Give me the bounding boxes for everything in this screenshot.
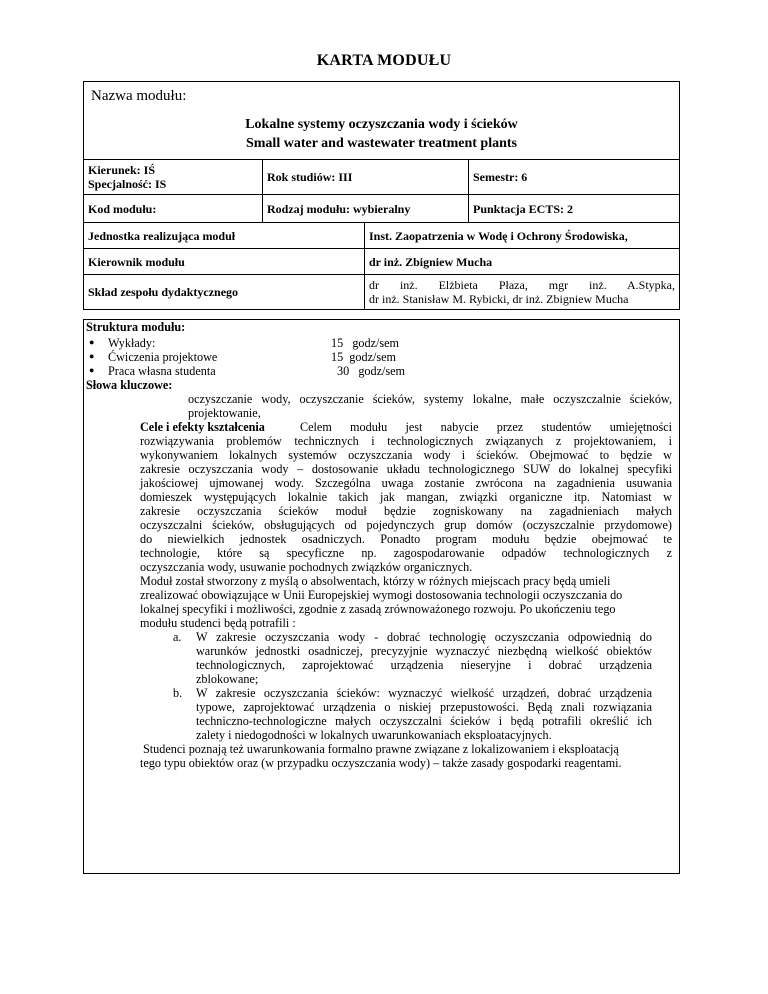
goals-line: zakresie oczyszczania wody – dostosowanie układu technologicznego SUW do lokalnej specyfiki — [140, 462, 672, 476]
goals-line: Moduł został stworzony z myślą o absolwentach, którzy w różnych miejscach pracy będą umieli — [140, 574, 611, 588]
structure-label: Struktura modułu: — [86, 320, 186, 334]
goals-item-a-line: warunków jednostki osadniczej, precyzyjnie wyznaczyć niezbędną wielkość obiektów — [196, 644, 652, 658]
goals-line: zrealizować obowiązujące w Unii Europejskiej wymogi dostosowania technologii oczyszczania do — [140, 588, 623, 602]
unit-label: Jednostka realizująca moduł — [84, 223, 365, 249]
goals-item-a-line: zblokowane; — [196, 672, 259, 686]
structure-item-self-study-hours: 30 godz/sem — [337, 364, 406, 378]
teaching-team-line-1: dr inż. Elżbieta Płaza, mgr inż. A.Stypka, — [369, 278, 675, 292]
goals-line: jakościowej ujmowanej wody. Szczególna uwaga zostanie zwrócona na zagadnienia usuwania — [140, 476, 672, 490]
goals-item-a-line: technologicznych, zaprojektować urządzenia nieseryjne i dobrać urządzenia — [196, 658, 652, 672]
module-staff-table — [83, 222, 680, 310]
keywords-label: Słowa kluczowe: — [86, 378, 173, 392]
goals-line: rozwiązywania problemów technicznych i technologicznych związanych z projektowaniem, i — [140, 434, 672, 448]
module-name-en: Small water and wastewater treatment plants — [245, 136, 518, 151]
goals-line: Celem modułu jest nabycie przez studentów umiejętności — [300, 420, 672, 434]
coordinator-label: Kierownik modułu — [84, 249, 365, 275]
goals-line: zakresie oczyszczania ścieków moduł będzie zogniskowany na zagadnieniach małych — [140, 504, 672, 518]
field-semester: Semestr: 6 — [469, 160, 680, 195]
document-title: KARTA MODUŁU — [316, 52, 452, 69]
goals-item-b-marker: b. — [173, 686, 183, 700]
goals-item-b-line: zalety i niedogodności w lokalnych uwarunkowaniach eksploatacyjnych. — [196, 728, 552, 742]
bullet-icon: ● — [89, 365, 95, 375]
goals-item-a-marker: a. — [173, 630, 182, 644]
goals-line: technologie, które są specyficzne np. zagospodarowanie odpadów technologicznych z — [140, 546, 672, 560]
field-program-specialization — [84, 160, 263, 195]
goals-label: Cele i efekty kształcenia — [140, 420, 265, 434]
keywords-line-1: oczyszczanie wody, oczyszczanie ścieków, systemy lokalne, małe oczyszczalnie ścieków, — [188, 392, 672, 406]
structure-item-projects: Ćwiczenia projektowe — [108, 350, 218, 364]
field-year: Rok studiów: III — [263, 160, 469, 195]
goals-item-a-line: W zakresie oczyszczania wody - dobrać technologię oczyszczania odpowiednią do — [196, 630, 652, 644]
goals-line: lokalnej specyfiki i możliwości, zgodnie z zasadą zrównoważonego rozwoju. Po ukończeniu tego — [140, 602, 616, 616]
goals-line: wykonywaniem lokalnych systemów oczyszczania wody i ścieków. Obejmować to będzie w — [140, 448, 672, 462]
module-name-pl: Lokalne systemy oczyszczania wody i ścieków — [245, 117, 518, 132]
field-specialization: Specjalność: IS — [88, 177, 167, 191]
module-name-label: Nazwa modułu: — [91, 88, 187, 104]
goals-closing-line: Studenci poznają też uwarunkowania formalno prawne związane z lokalizowaniem i eksploatacją — [143, 742, 619, 756]
goals-line: modułu studenci będą potrafili : — [140, 616, 296, 630]
structure-item-projects-hours: 15 godz/sem — [331, 350, 396, 364]
field-ects: Punktacja ECTS: 2 — [469, 195, 680, 223]
structure-item-lectures-hours: 15 godz/sem — [331, 336, 400, 350]
goals-item-b-line: techniczno-technologiczne małych oczyszczalni ścieków i będą potrafili określić ich — [196, 714, 652, 728]
coordinator-value: dr inż. Zbigniew Mucha — [365, 249, 680, 275]
unit-value: Inst. Zaopatrzenia w Wodę i Ochrony Środowiska, — [365, 223, 680, 249]
teaching-team-line-2: dr inż. Stanisław M. Rybicki, dr inż. Zbigniew Mucha — [369, 292, 629, 306]
goals-item-b-line: W zakresie oczyszczania ścieków: wyznaczyć wielkość urządzeń, dobrać urządzenia — [196, 686, 652, 700]
goals-line: do niewielkich jednostek osadniczych. Ponadto program modułu będzie obejmować te — [140, 532, 672, 546]
goals-line: oczyszczania wody, usuwanie pochodnych związków organicznych. — [140, 560, 473, 574]
field-module-code: Kod modułu: — [84, 195, 263, 223]
field-module-type: Rodzaj modułu: wybieralny — [263, 195, 469, 223]
goals-item-b-line: typowe, zaprojektować urządzenia o niskiej przepustowości. Będą znali rozwiązania — [196, 700, 652, 714]
goals-line: oczyszczalni ścieków, obsługujących od pojedynczych grup domów (oczyszczalnie przydomowe) — [140, 518, 672, 532]
bullet-icon: ● — [89, 351, 95, 361]
teaching-team-label: Skład zespołu dydaktycznego — [84, 275, 365, 310]
bullet-icon: ● — [89, 337, 95, 347]
goals-line: domieszek występujących lokalnie takich jak mangan, związki organiczne itp. Natomiast w — [140, 490, 672, 504]
keywords-line-2: projektowanie, — [188, 406, 261, 420]
structure-item-self-study: Praca własna studenta — [108, 364, 216, 378]
goals-closing-line: tego typu obiektów oraz (w przypadku oczyszczania wody) – także zasady gospodarki reagentami. — [140, 756, 622, 770]
structure-item-lectures: Wykłady: — [108, 336, 156, 350]
field-program: Kierunek: IŚ — [88, 163, 156, 177]
module-info-table — [83, 159, 680, 223]
teaching-team-value — [365, 275, 680, 310]
